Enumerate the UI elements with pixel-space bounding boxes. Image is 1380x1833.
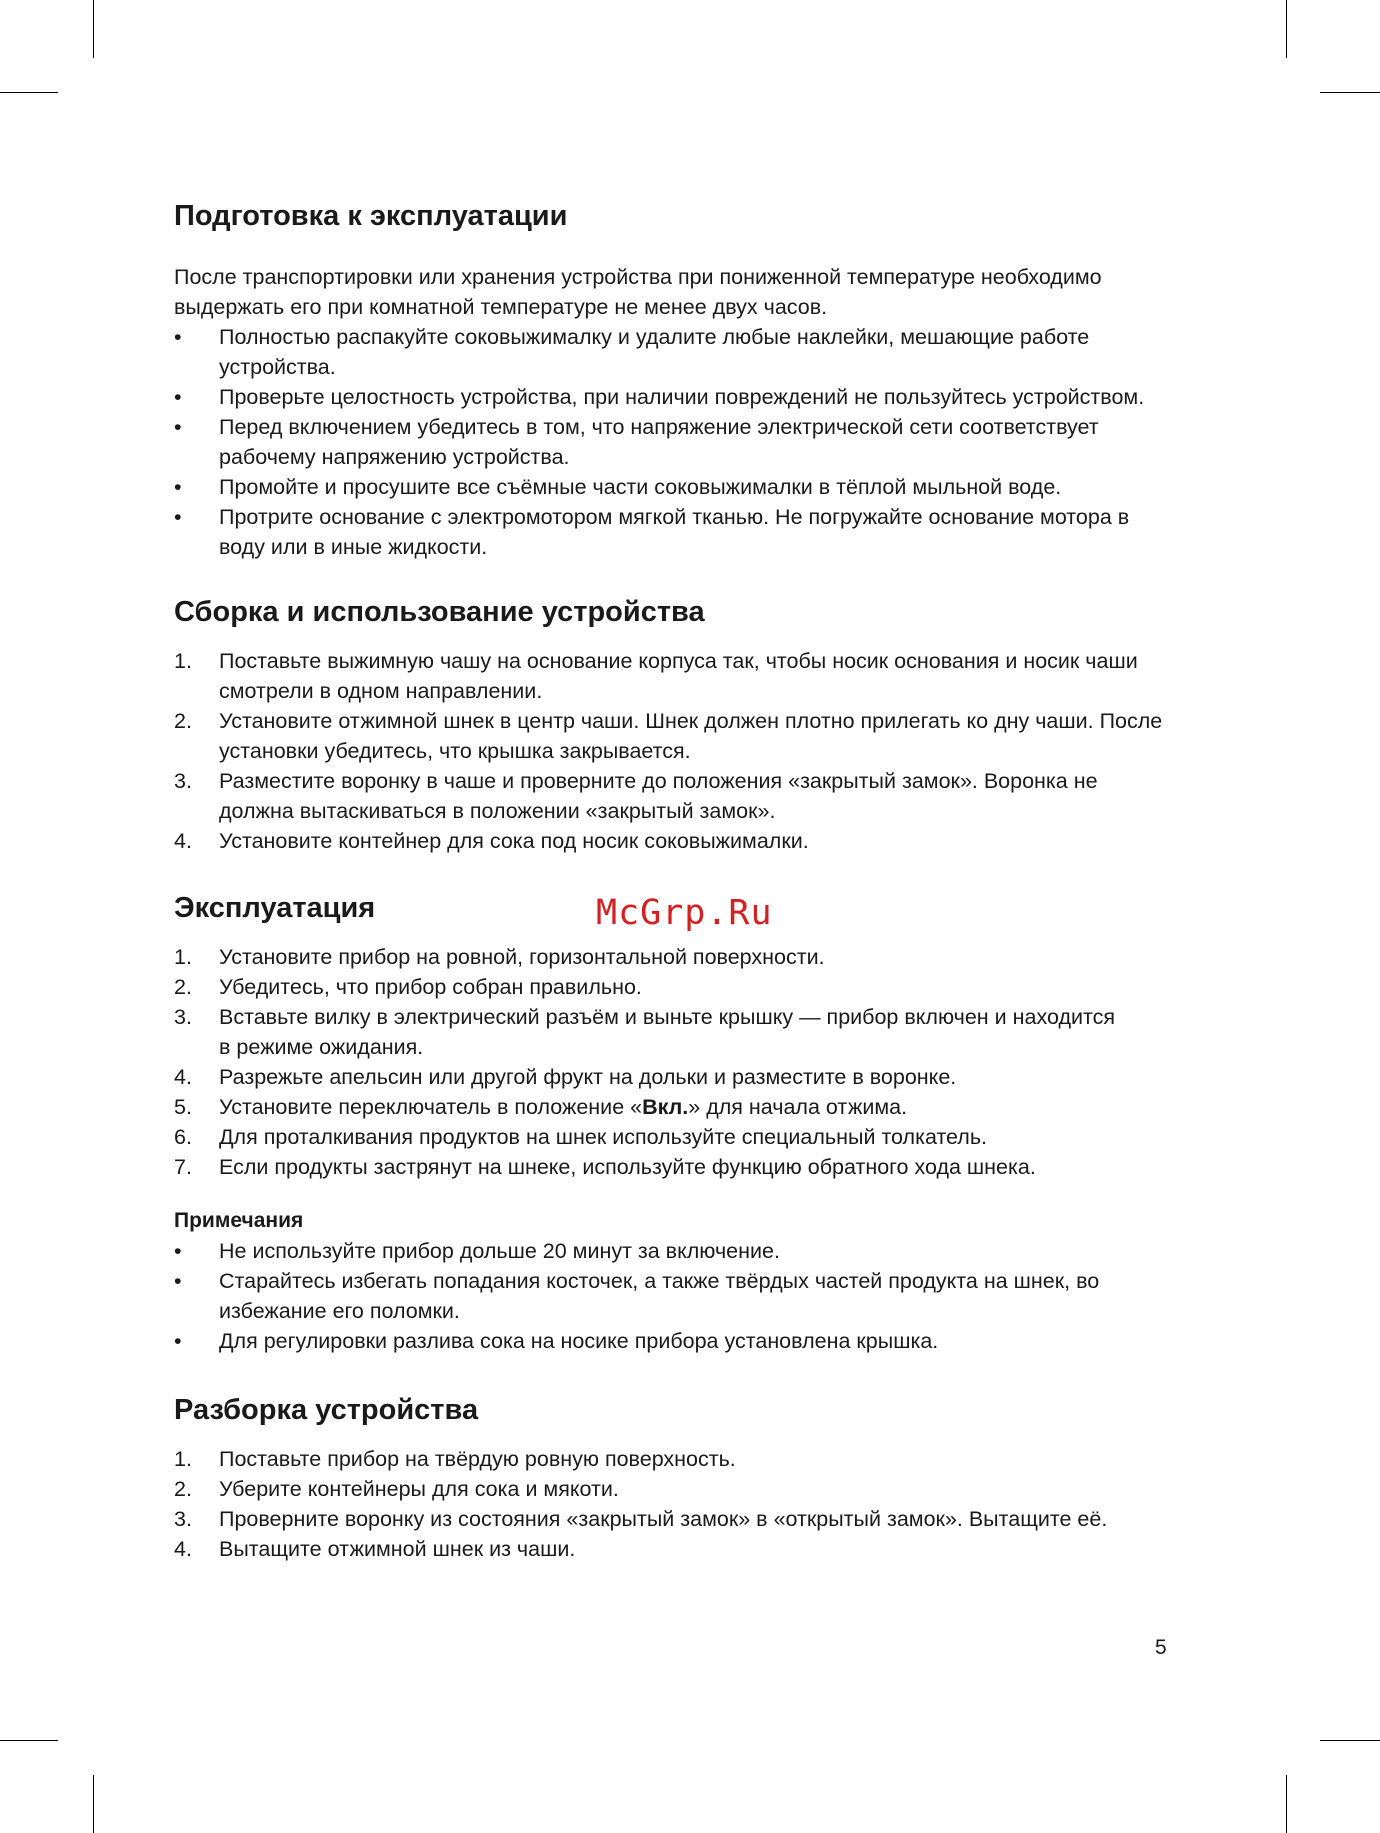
item-number: 3.: [174, 1005, 192, 1029]
operation-list: [174, 942, 1174, 1182]
item-text: Убедитесь, что прибор собран правильно.: [219, 975, 642, 999]
section-title-disassembly: Разборка устройства: [174, 1394, 479, 1426]
item-text: Поставьте выжимную чашу на основание корпуса так, чтобы носик основания и носик чаши смотрели в одном направлении.: [219, 649, 1138, 703]
item-text: Проверните воронку из состояния «закрытый замок» в «открытый замок». Вытащите её.: [219, 1507, 1108, 1531]
list-item: [174, 1122, 1174, 1152]
list-item: [174, 706, 1174, 766]
item-number: 7.: [174, 1155, 192, 1179]
item-text: Установите отжимной шнек в центр чаши. Шнек должен плотно прилегать ко дну чаши. После установки убедитесь, что крышка закрывается.: [219, 709, 1163, 763]
item-text: Поставьте прибор на твёрдую ровную поверхность.: [219, 1447, 736, 1471]
crop-mark: [1286, 1775, 1287, 1833]
item-text: Если продукты застрянут на шнеке, используйте функцию обратного хода шнека.: [219, 1155, 1036, 1179]
list-item: • Промойте и просушите все съёмные части соковыжималки в тёплой мыльной воде.: [174, 472, 1174, 502]
item-number: 1.: [174, 649, 192, 673]
list-item: • Полностью распакуйте соковыжималку и удалите любые наклейки, мешающие работе устройства.: [174, 322, 1174, 382]
item-number: 2.: [174, 1477, 192, 1501]
list-item: [174, 1152, 1174, 1182]
item-text: Вставьте вилку в электрический разъём и выньте крышку — прибор включен и находится в режиме ожидания.: [219, 1005, 1115, 1059]
item-text: Старайтесь избегать попадания косточек, а также твёрдых частей продукта на шнек, во избежание его поломки.: [219, 1269, 1100, 1323]
item-number: 1.: [174, 1447, 192, 1471]
prep-intro: После транспортировки или хранения устройства при пониженной температуре необходимо выдержать его при комнатной температуре не менее двух часов.: [174, 265, 1102, 319]
item-text: Установите контейнер для сока под носик соковыжималки.: [219, 829, 809, 853]
item-number: 1.: [174, 945, 192, 969]
item-text-bold: Вкл.: [642, 1095, 689, 1119]
item-number: 2.: [174, 709, 192, 733]
item-number: 4.: [174, 829, 192, 853]
section-title-prep: Подготовка к эксплуатации: [174, 200, 568, 232]
assembly-list: [174, 646, 1174, 856]
list-item: [174, 826, 1174, 856]
list-item: [174, 1092, 1174, 1122]
item-number: 4.: [174, 1537, 192, 1561]
crop-mark: [93, 1775, 94, 1833]
list-item: [174, 942, 1174, 972]
page-number: 5: [1155, 1636, 1167, 1659]
disassembly-list: [174, 1444, 1174, 1564]
item-number: 5.: [174, 1095, 192, 1119]
list-item: • Перед включением убедитесь в том, что напряжение электрической сети соответствует рабочему напряжению устройства.: [174, 412, 1174, 472]
crop-mark: [1320, 1740, 1380, 1741]
crop-mark: [0, 92, 58, 93]
list-item: [174, 1534, 1174, 1564]
crop-mark: [0, 1740, 58, 1741]
list-item: • Протрите основание с электромотором мягкой тканью. Не погружайте основание мотора в воду или в иные жидкости.: [174, 502, 1174, 562]
list-item: [174, 1002, 1174, 1062]
item-number: 3.: [174, 769, 192, 793]
notes-list: [174, 1236, 1174, 1356]
section-title-assembly: Сборка и использование устройства: [174, 596, 705, 628]
item-text-post: » для начала отжима.: [688, 1095, 908, 1119]
crop-mark: [1320, 92, 1380, 93]
list-item: [174, 1504, 1174, 1534]
list-item: [174, 766, 1174, 826]
list-item: [174, 1266, 1174, 1326]
page-content: [174, 198, 1174, 1564]
list-item: [174, 646, 1174, 706]
prep-list: [174, 322, 1174, 562]
list-item: [174, 1062, 1174, 1092]
item-number: 4.: [174, 1065, 192, 1089]
watermark: McGrp.Ru: [596, 893, 773, 933]
item-number: 2.: [174, 975, 192, 999]
list-item: • Для регулировки разлива сока на носике прибора установлена крышка.: [174, 1326, 1174, 1356]
item-text-pre: Установите переключатель в положение «: [219, 1095, 643, 1119]
item-number: 6.: [174, 1125, 192, 1149]
section-title-operation: Эксплуатация: [174, 892, 376, 924]
list-item: • Проверьте целостность устройства, при наличии повреждений не пользуйтесь устройством.: [174, 382, 1174, 412]
item-text: Для проталкивания продуктов на шнек используйте специальный толкатель.: [219, 1125, 988, 1149]
item-text: Разместите воронку в чаше и проверните до положения «закрытый замок». Воронка не должна вытаскиваться в положении «закрытый замок».: [219, 769, 1098, 823]
list-item: • Не используйте прибор дольше 20 минут за включение.: [174, 1236, 1174, 1266]
crop-mark: [1286, 0, 1287, 58]
item-text: Вытащите отжимной шнек из чаши.: [219, 1537, 576, 1561]
list-item: [174, 972, 1174, 1002]
list-item: [174, 1444, 1174, 1474]
list-item: [174, 1474, 1174, 1504]
notes-title: Примечания: [174, 1209, 304, 1232]
item-number: 3.: [174, 1507, 192, 1531]
item-text: Установите прибор на ровной, горизонтальной поверхности.: [219, 945, 825, 969]
item-text: Разрежьте апельсин или другой фрукт на дольки и разместите в воронке.: [219, 1065, 957, 1089]
crop-mark: [93, 0, 94, 58]
item-text: Уберите контейнеры для сока и мякоти.: [219, 1477, 619, 1501]
